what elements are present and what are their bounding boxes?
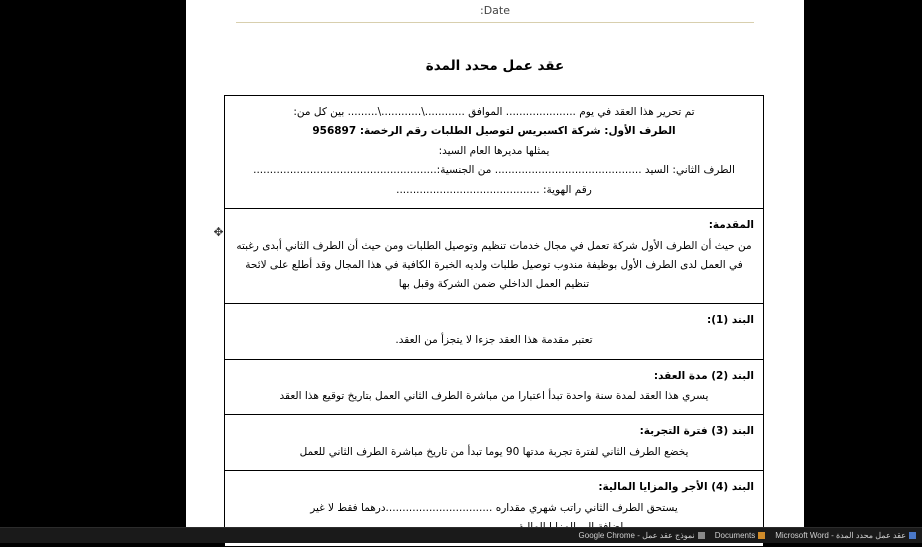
date-label: Date: [479, 4, 510, 17]
browser-icon [698, 532, 705, 539]
table-row [225, 209, 764, 304]
section-heading: البند (3) فترة التجربة: [639, 425, 754, 438]
taskbar-item[interactable] [715, 531, 765, 540]
section-clause-3 [225, 415, 764, 471]
section-body: يخضع الطرف الثاني لفترة تجربة مدتها 90 يوما تبدأ من تاريخ مباشرة الطرف الثاني للعمل [299, 445, 689, 458]
section-heading: البند (4) الأجر والمزايا المالية: [598, 481, 754, 494]
taskbar [0, 527, 922, 543]
header-divider [236, 22, 754, 23]
table-row [225, 359, 764, 415]
section-body: من حيث أن الطرف الأول شركة تعمل في مجال خدمات تنظيم وتوصيل الطلبات ومن حيث أن الطرف الثاني أبدى رغبته في العمل لدى الطرف الأول بوظيفة مندوب توصيل طلبات ولديه الخبرة الكافية في هذا المجال وقد أطلع على لائحة تنظيم العمل الداخلي ضمن الشركة وقبل بها [236, 239, 752, 291]
section-body: تعتبر مقدمة هذا العقد جزءا لا يتجزأ من العقد. [395, 334, 593, 347]
taskbar-item[interactable] [579, 531, 705, 540]
intro-line-3: يمثلها مديرها العام السيد: [438, 144, 550, 157]
taskbar-item[interactable] [775, 531, 916, 540]
table-move-handle-icon[interactable]: ✥ [213, 225, 224, 239]
intro-cell [225, 96, 764, 209]
section-body: يسري هذا العقد لمدة سنة واحدة تبدأ اعتبارا من مباشرة الطرف الثاني العمل بتاريخ توقيع هذا العقد [279, 390, 709, 403]
taskbar-item-label: Documents [714, 531, 756, 540]
section-intro [225, 209, 764, 304]
section-heading: البند (1): [707, 313, 754, 326]
taskbar-item-label: عقد عمل محدد المدة - Microsoft Word [775, 531, 906, 540]
folder-icon [758, 532, 765, 539]
section-clause-1 [225, 303, 764, 359]
section-clause-2 [225, 359, 764, 415]
intro-line-4: الطرف الثاني: السيد ............................................ من الجنسية:....................................................... [253, 164, 735, 177]
page-title: عقد عمل محدد المدة [425, 58, 565, 74]
section-body: يستحق الطرف الثاني راتب شهري مقداره ................................درهما فقط لا غير [310, 501, 678, 514]
section-heading: المقدمة: [708, 219, 754, 232]
word-document-icon [909, 532, 916, 539]
contract-table [224, 95, 764, 547]
intro-line-1: تم تحرير هذا العقد في يوم ..................... الموافق ............\............\......... بين كل من: [293, 106, 695, 118]
table-row [225, 303, 764, 359]
section-heading: البند (2) مدة العقد: [653, 369, 754, 382]
table-row [225, 415, 764, 471]
intro-line-5: رقم الهوية: ........................................... [396, 183, 592, 196]
intro-line-2: الطرف الأول: شركة اكسبريس لتوصيل الطلبات رقم الرخصة: 956897 [312, 125, 676, 138]
document-page [186, 0, 804, 527]
table-row [225, 96, 764, 209]
taskbar-item-label: نموذج عقد عمل - Google Chrome [578, 531, 695, 540]
